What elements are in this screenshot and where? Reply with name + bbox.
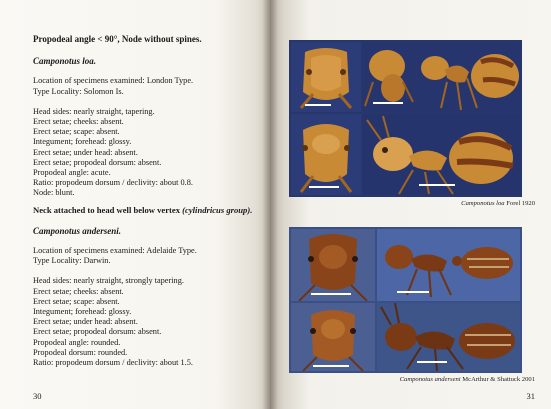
species-name-loa: Camponotus loa. — [33, 56, 97, 67]
trait-line: Propodeal dorsum: rounded. — [33, 347, 128, 357]
specimen-photo-body-lateral — [377, 303, 520, 371]
specimen-photo-head-dorsal — [291, 303, 375, 371]
trait-list-loa — [33, 107, 255, 199]
trait-line: Erect setae; propodeal dorsum: absent. — [33, 157, 162, 167]
book-gutter — [262, 0, 278, 409]
trait-line: Erect setae; scape: absent. — [33, 296, 120, 306]
key-text-column — [33, 34, 255, 368]
specimen-location: Location of specimens examined: London Type. — [33, 76, 194, 86]
trait-line: Erect setae; scape: absent. — [33, 127, 120, 137]
trait-line: Erect setae; under head: absent. — [33, 317, 138, 327]
trait-line: Head sides: nearly straight, strongly tapering. — [33, 276, 184, 286]
right-page — [270, 0, 551, 409]
trait-list-anderseni — [33, 276, 255, 368]
specimen-photo-body-profile — [377, 229, 520, 301]
trait-line: Integument; forehead: glossy. — [33, 307, 132, 317]
specimen-location: Location of specimens examined: Adelaide Type. — [33, 246, 197, 256]
trait-line: Erect setae; propodeal dorsum: absent. — [33, 327, 162, 337]
photo-plate-loa — [289, 40, 522, 197]
specimen-photo-body-profile — [417, 42, 520, 112]
specimen-photo-head-front — [291, 42, 361, 112]
group-heading: Neck attached to head well below vertex (cylindricus group). — [33, 204, 253, 215]
specimen-photo-head-dorsal — [291, 114, 361, 195]
type-locality: Type Locality: Darwin. — [33, 256, 111, 266]
trait-line: Propodeal angle: rounded. — [33, 337, 121, 347]
trait-line: Integument; forehead: glossy. — [33, 137, 132, 147]
plate-caption-anderseni: Camponotus anderseni McArthur & Shattuck 2001 — [399, 376, 535, 383]
left-page — [0, 0, 270, 409]
specimen-photo-head-front — [291, 229, 375, 301]
trait-line: Erect setae; cheeks: absent. — [33, 117, 124, 127]
photo-plate-anderseni — [289, 227, 522, 373]
trait-line: Erect setae; cheeks: absent. — [33, 286, 124, 296]
trait-line: Ratio: propodeum dorsum / declivity: about 0.8. — [33, 178, 193, 188]
trait-line: Propodeal angle: acute. — [33, 168, 111, 178]
page-number-left: 30 — [33, 391, 42, 401]
trait-line: Erect setae; under head: absent. — [33, 147, 138, 157]
specimen-photo-body-lateral — [363, 114, 520, 195]
specimen-photo-head-profile — [363, 42, 415, 112]
trait-line: Node: blunt. — [33, 188, 75, 198]
page-number-right: 31 — [526, 391, 535, 401]
species-name-anderseni: Camponotus anderseni. — [33, 225, 122, 236]
trait-line: Head sides: nearly straight, tapering. — [33, 106, 155, 116]
trait-line: Ratio: propodeum dorsum / declivity: about 1.5. — [33, 358, 193, 368]
type-locality: Type Locality: Solomon Is. — [33, 86, 124, 96]
section-heading: Propodeal angle < 90°, Node without spines. — [33, 34, 202, 44]
plate-caption-loa: Camponotus loa Forel 1920 — [461, 200, 535, 207]
